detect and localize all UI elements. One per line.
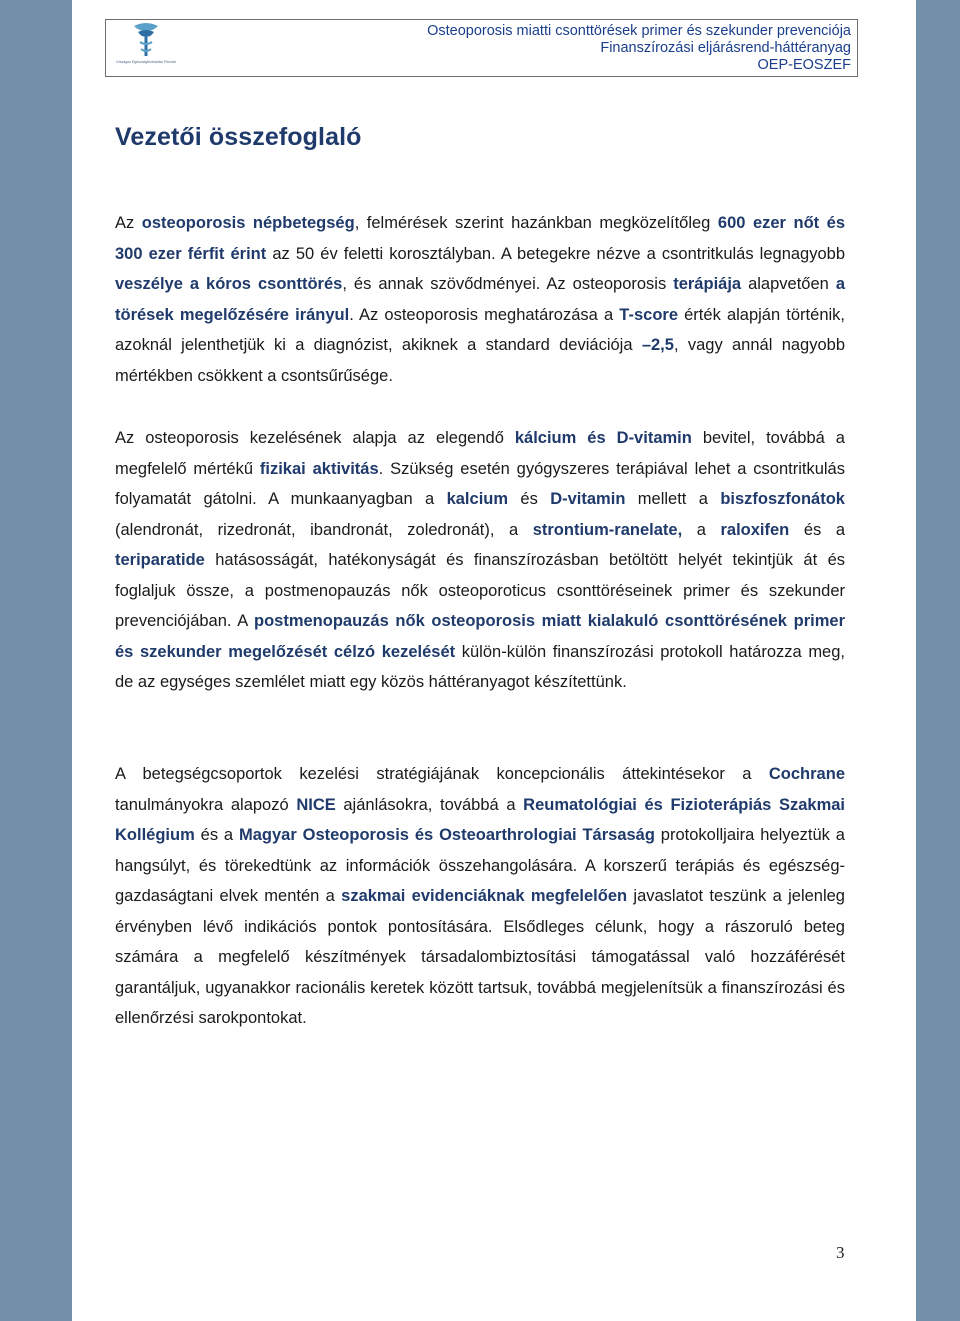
- document-page: [72, 0, 916, 1321]
- page-title: Vezetői összefoglaló: [115, 123, 362, 151]
- text-run: Az osteoporosis kezelésének alapja az elegendő: [115, 429, 515, 447]
- text-run: a: [682, 520, 721, 539]
- bold-text: terápiája: [673, 275, 742, 293]
- logo-text: Országos Egészségbiztosítási Pénztár: [116, 60, 176, 64]
- bold-text: biszfoszfonátok: [720, 490, 845, 508]
- text-run: ajánlásokra, továbbá a: [335, 795, 524, 814]
- bold-text: T-score: [619, 305, 678, 324]
- text-run: tanulmányokra alapozó: [115, 795, 297, 814]
- text-run: és a: [789, 520, 845, 539]
- text-run: , vagy annál nagyobb mértékben csökkent a csontsűrűsége.: [115, 336, 845, 385]
- text-run: az 50 év feletti korosztályban. A betegekre nézve a csontritkulás legnagyobb: [266, 244, 845, 263]
- text-run: és a: [194, 826, 239, 844]
- bold-text: postmenopauzás nők osteoporosis miatt kialakuló csonttörésének primer és szekunder megelőzését célzó kezelését: [115, 612, 845, 661]
- bold-text: NICE: [296, 795, 336, 814]
- text-run: A betegségcsoportok kezelési stratégiájának koncepcionális áttekintésekor a: [115, 765, 769, 783]
- bold-text: D-vitamin: [550, 490, 626, 508]
- bold-text: Cochrane: [768, 765, 845, 783]
- header-line-3: OEP-EOSZEF: [757, 57, 851, 73]
- text-run: alapvetően: [741, 275, 836, 293]
- bold-text: szakmai evidenciáknak megfelelően: [341, 887, 628, 905]
- bold-text: Magyar Osteoporosis és Osteoarthrologiai Társaság: [238, 826, 655, 844]
- header-text: [427, 23, 851, 74]
- paragraph-1: [115, 208, 845, 391]
- bold-text: 600 ezer nőt és 300 ezer férfit érint: [115, 214, 846, 263]
- paragraph-2: [115, 423, 845, 698]
- text-run: mellett a: [625, 490, 721, 508]
- bold-text: fizikai aktivitás: [259, 459, 379, 478]
- bold-text: veszélye a kóros csonttörés: [115, 275, 343, 293]
- header-line-1: Osteoporosis miatti csonttörések primer és szekunder prevenciója: [427, 23, 851, 39]
- bold-text: –2,5: [641, 336, 674, 354]
- bold-text: osteoporosis népbetegség: [141, 214, 355, 232]
- bold-text: raloxifen: [720, 520, 790, 539]
- text-run: . Az osteoporosis meghatározása a: [349, 305, 620, 324]
- text-run: és: [508, 490, 551, 508]
- text-run: Az: [115, 214, 142, 232]
- text-run: , és annak szövődményei. Az osteoporosis: [342, 275, 674, 293]
- text-run: javaslatot teszünk a jelenleg érvényben lévő indikációs pontok pontosítására. Elsődleges célunk, hogy a rászoruló beteg számára a megfelelő készítmények társadalombiztosítási támogatással való hozzáférését garantáljuk, ugyanakkor racionális keretek között tartsuk, továbbá megjelenítsük a finanszírozási és ellenőrzési sarokpontokat.: [115, 887, 845, 1027]
- header-line-2: Finanszírozási eljárásrend-háttéranyag: [600, 40, 851, 56]
- text-run: (alendronát, rizedronát, ibandronát, zoledronát), a: [115, 520, 533, 539]
- oep-logo: [116, 22, 176, 74]
- page-header: [105, 19, 858, 77]
- bold-text: kálcium és D-vitamin: [514, 429, 692, 447]
- text-run: hatásosságát, hatékonyságát és finanszírozásban betöltött helyét tekintjük át és foglaljuk össze, a postmenopauzás nők osteoporoticus csonttöréseinek primer és szekunder prevenciójában. A: [115, 551, 845, 630]
- text-run: érték alapján történik, azoknál jelenthetjük ki a diagnózist, akiknek a standard deviációja: [115, 305, 845, 354]
- text-run: . Szükség esetén gyógyszeres terápiával lehet a csontritkulás folyamatát gátolni. A munkaanyagban a: [115, 459, 845, 508]
- text-run: , felmérések szerint hazánkban megközelítőleg: [354, 214, 718, 232]
- paragraph-3: [115, 759, 845, 1034]
- text-run: bevitel, továbbá a megfelelő mértékű: [115, 429, 845, 478]
- bold-text: teriparatide: [115, 551, 205, 569]
- logo-emblem-icon: [116, 22, 176, 62]
- page-number: 3: [836, 1243, 845, 1262]
- bold-text: Reumatológiai és Fizioterápiás Szakmai Kollégium: [115, 795, 846, 844]
- text-run: protokolljaira helyeztük a hangsúlyt, és törekedtünk az információk összehangolására. A korszerű terápiás és egészség-gazdaságtani elvek mentén a: [115, 826, 845, 905]
- text-run: külön-külön finanszírozási protokoll határozza meg, de az egységes szemlélet miatt egy közös háttéranyagot készítettünk.: [115, 642, 845, 691]
- bold-text: kalcium: [446, 490, 509, 508]
- bold-text: a törések megelőzésére irányul: [115, 275, 846, 324]
- bold-text: strontium-ranelate,: [532, 520, 683, 539]
